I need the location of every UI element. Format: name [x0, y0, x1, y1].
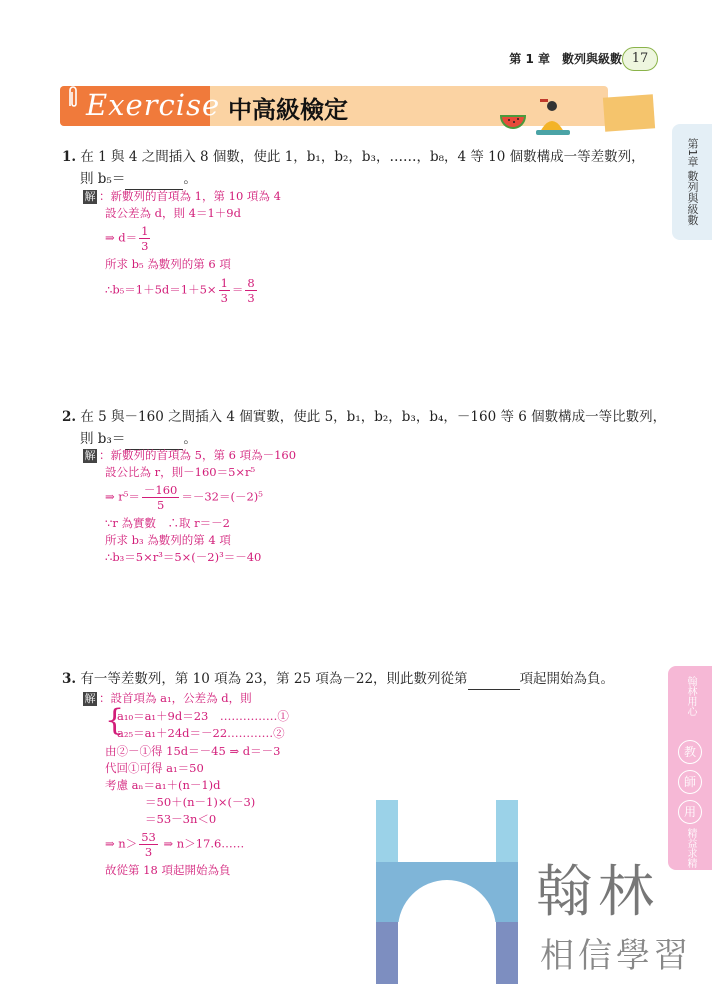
- solution-step: 設公比為 r，則－160＝5×r⁵: [105, 465, 256, 479]
- question-text: 在 5 與－160 之間插入 4 個實數，使此 5，b₁，b₂，b₃，b₄，－160 等 6 個數構成一等比數列，: [80, 409, 667, 425]
- question-number: 2.: [62, 409, 77, 425]
- solution-step: a₂₅＝a₁＋24d＝－22…………②: [117, 726, 285, 740]
- reading-person-icon: [530, 98, 574, 142]
- chapter-header: 第 1 章 數列與級數: [509, 52, 622, 66]
- page-number: 17: [622, 47, 658, 71]
- solution-3: 解 ：設首項為 a₁，公差為 d，則 { a₁₀＝a₁＋9d＝23 ……………① a₂₅＝a₁＋24d＝－22…………② 由②－①得 15d＝－45 ⇒ d＝－3 代回①可得 a₁＝50 考慮 aₙ＝a₁＋(n－1)d ＝50＋(n－1)×(－3) ＝53－3n＜0 ⇒ n＞ $\frac{53}{3}$ ⇒ n＞17.6…… 故從第 18 項起開始為負: [84, 691, 289, 877]
- question-text: 則 b₃＝: [80, 431, 126, 447]
- solution-step: ＝50＋(n－1)×(－3): [145, 795, 256, 809]
- answer-blank[interactable]: [468, 675, 520, 690]
- question-1-answer-line: 則 b₅＝ 。: [80, 168, 197, 190]
- solution-1: 解 ：新數列的首項為 1，第 10 項為 4 設公差為 d，則 4＝1＋9d ⇒ d＝ $\frac{1}{3}$ 所求 b₅ 為數列的第 6 項 ∴b₅＝1＋5d＝1＋5× $\frac{1}{3}$ ＝ $\frac{8}{3}$: [84, 189, 281, 305]
- question-number: 1.: [62, 149, 77, 165]
- solution-label: 解: [84, 692, 96, 705]
- chapter-side-tab: 第1章 數列與級數: [672, 124, 712, 240]
- question-2: [62, 406, 666, 428]
- pink-tab-text-1: 翰林用心: [685, 676, 696, 716]
- question-1: [62, 146, 645, 168]
- solution-step: 代回①可得 a₁＝50: [105, 761, 204, 775]
- logo-slogan: 相信學習: [540, 936, 692, 976]
- solution-step: 所求 b₅ 為數列的第 6 項: [105, 257, 231, 271]
- solution-label: 解: [84, 190, 96, 203]
- tape-decoration: [603, 94, 655, 131]
- solution-step: ∴b₅＝1＋5d＝1＋5× $\frac{1}{3}$ ＝ $\frac{8}{3}$: [105, 276, 255, 305]
- paperclip-icon: [66, 84, 80, 114]
- solution-step: ⇒ d＝ $\frac{1}{3}$: [105, 224, 149, 253]
- watermelon-icon: [500, 114, 526, 136]
- solution-step: a₁₀＝a₁＋9d＝23 ……………①: [117, 709, 289, 723]
- question-text: 則 b₅＝: [80, 171, 126, 187]
- logo-name: 翰林: [536, 860, 660, 925]
- solution-step: ⇒ n＞ $\frac{53}{3}$ ⇒ n＞17.6……: [105, 830, 245, 859]
- solution-step: 故從第 18 項起開始為負: [105, 863, 231, 877]
- solution-step: ∴b₃＝5×r³＝5×(－2)³＝－40: [105, 550, 262, 564]
- solution-step: 由②－①得 15d＝－45 ⇒ d＝－3: [105, 744, 281, 758]
- question-2-answer-line: 則 b₃＝ 。: [80, 428, 197, 450]
- solution-step: 所求 b₃ 為數列的第 4 項: [105, 533, 231, 547]
- brace-symbol: {: [105, 703, 125, 738]
- solution-2: 解 ：新數列的首項為 5，第 6 項為－160 設公比為 r，則－160＝5×r⁵ ⇒ r⁵＝ $\frac{-160}{5}$ ＝－32＝(－2)⁵ ∵r 為實數 ∴取 r＝－2 所求 b₃ 為數列的第 4 項 ∴b₃＝5×r³＝5×(－2)³＝－40: [84, 448, 297, 564]
- question-3: 3. 有一等差數列，第 10 項為 23，第 25 項為－22，則此數列從第 項起開始為負。: [62, 668, 614, 690]
- solution-step: 考慮 aₙ＝a₁＋(n－1)d: [105, 778, 221, 792]
- solution-label: 解: [84, 449, 96, 462]
- solution-step: ⇒ r⁵＝ $\frac{-160}{5}$ ＝－32＝(－2)⁵: [105, 483, 263, 512]
- solution-step: 設公差為 d，則 4＝1＋9d: [105, 206, 241, 220]
- pink-tab-text-2: 精益求精: [685, 828, 696, 868]
- solution-step: ＝53－3n＜0: [145, 812, 217, 826]
- question-text: 有一等差數列，第 10 項為 23，第 25 項為－22，則此數列從第: [80, 671, 468, 687]
- question-text: 在 1 與 4 之間插入 8 個數，使此 1，b₁，b₂，b₃，……，b₈，4 等 10 個數構成一等差數列，: [80, 149, 645, 165]
- exercise-tag: Exercise: [86, 88, 221, 122]
- logo-mark: [496, 922, 518, 984]
- logo-mark: [376, 922, 398, 984]
- pink-tab-char-1: 教: [678, 740, 702, 764]
- pink-tab-char-2: 師: [678, 770, 702, 794]
- pink-tab-char-3: 用: [678, 800, 702, 824]
- banner-title: 中高級檢定: [228, 96, 348, 124]
- question-number: 3.: [62, 671, 77, 687]
- solution-step: ∵r 為實數 ∴取 r＝－2: [105, 516, 230, 530]
